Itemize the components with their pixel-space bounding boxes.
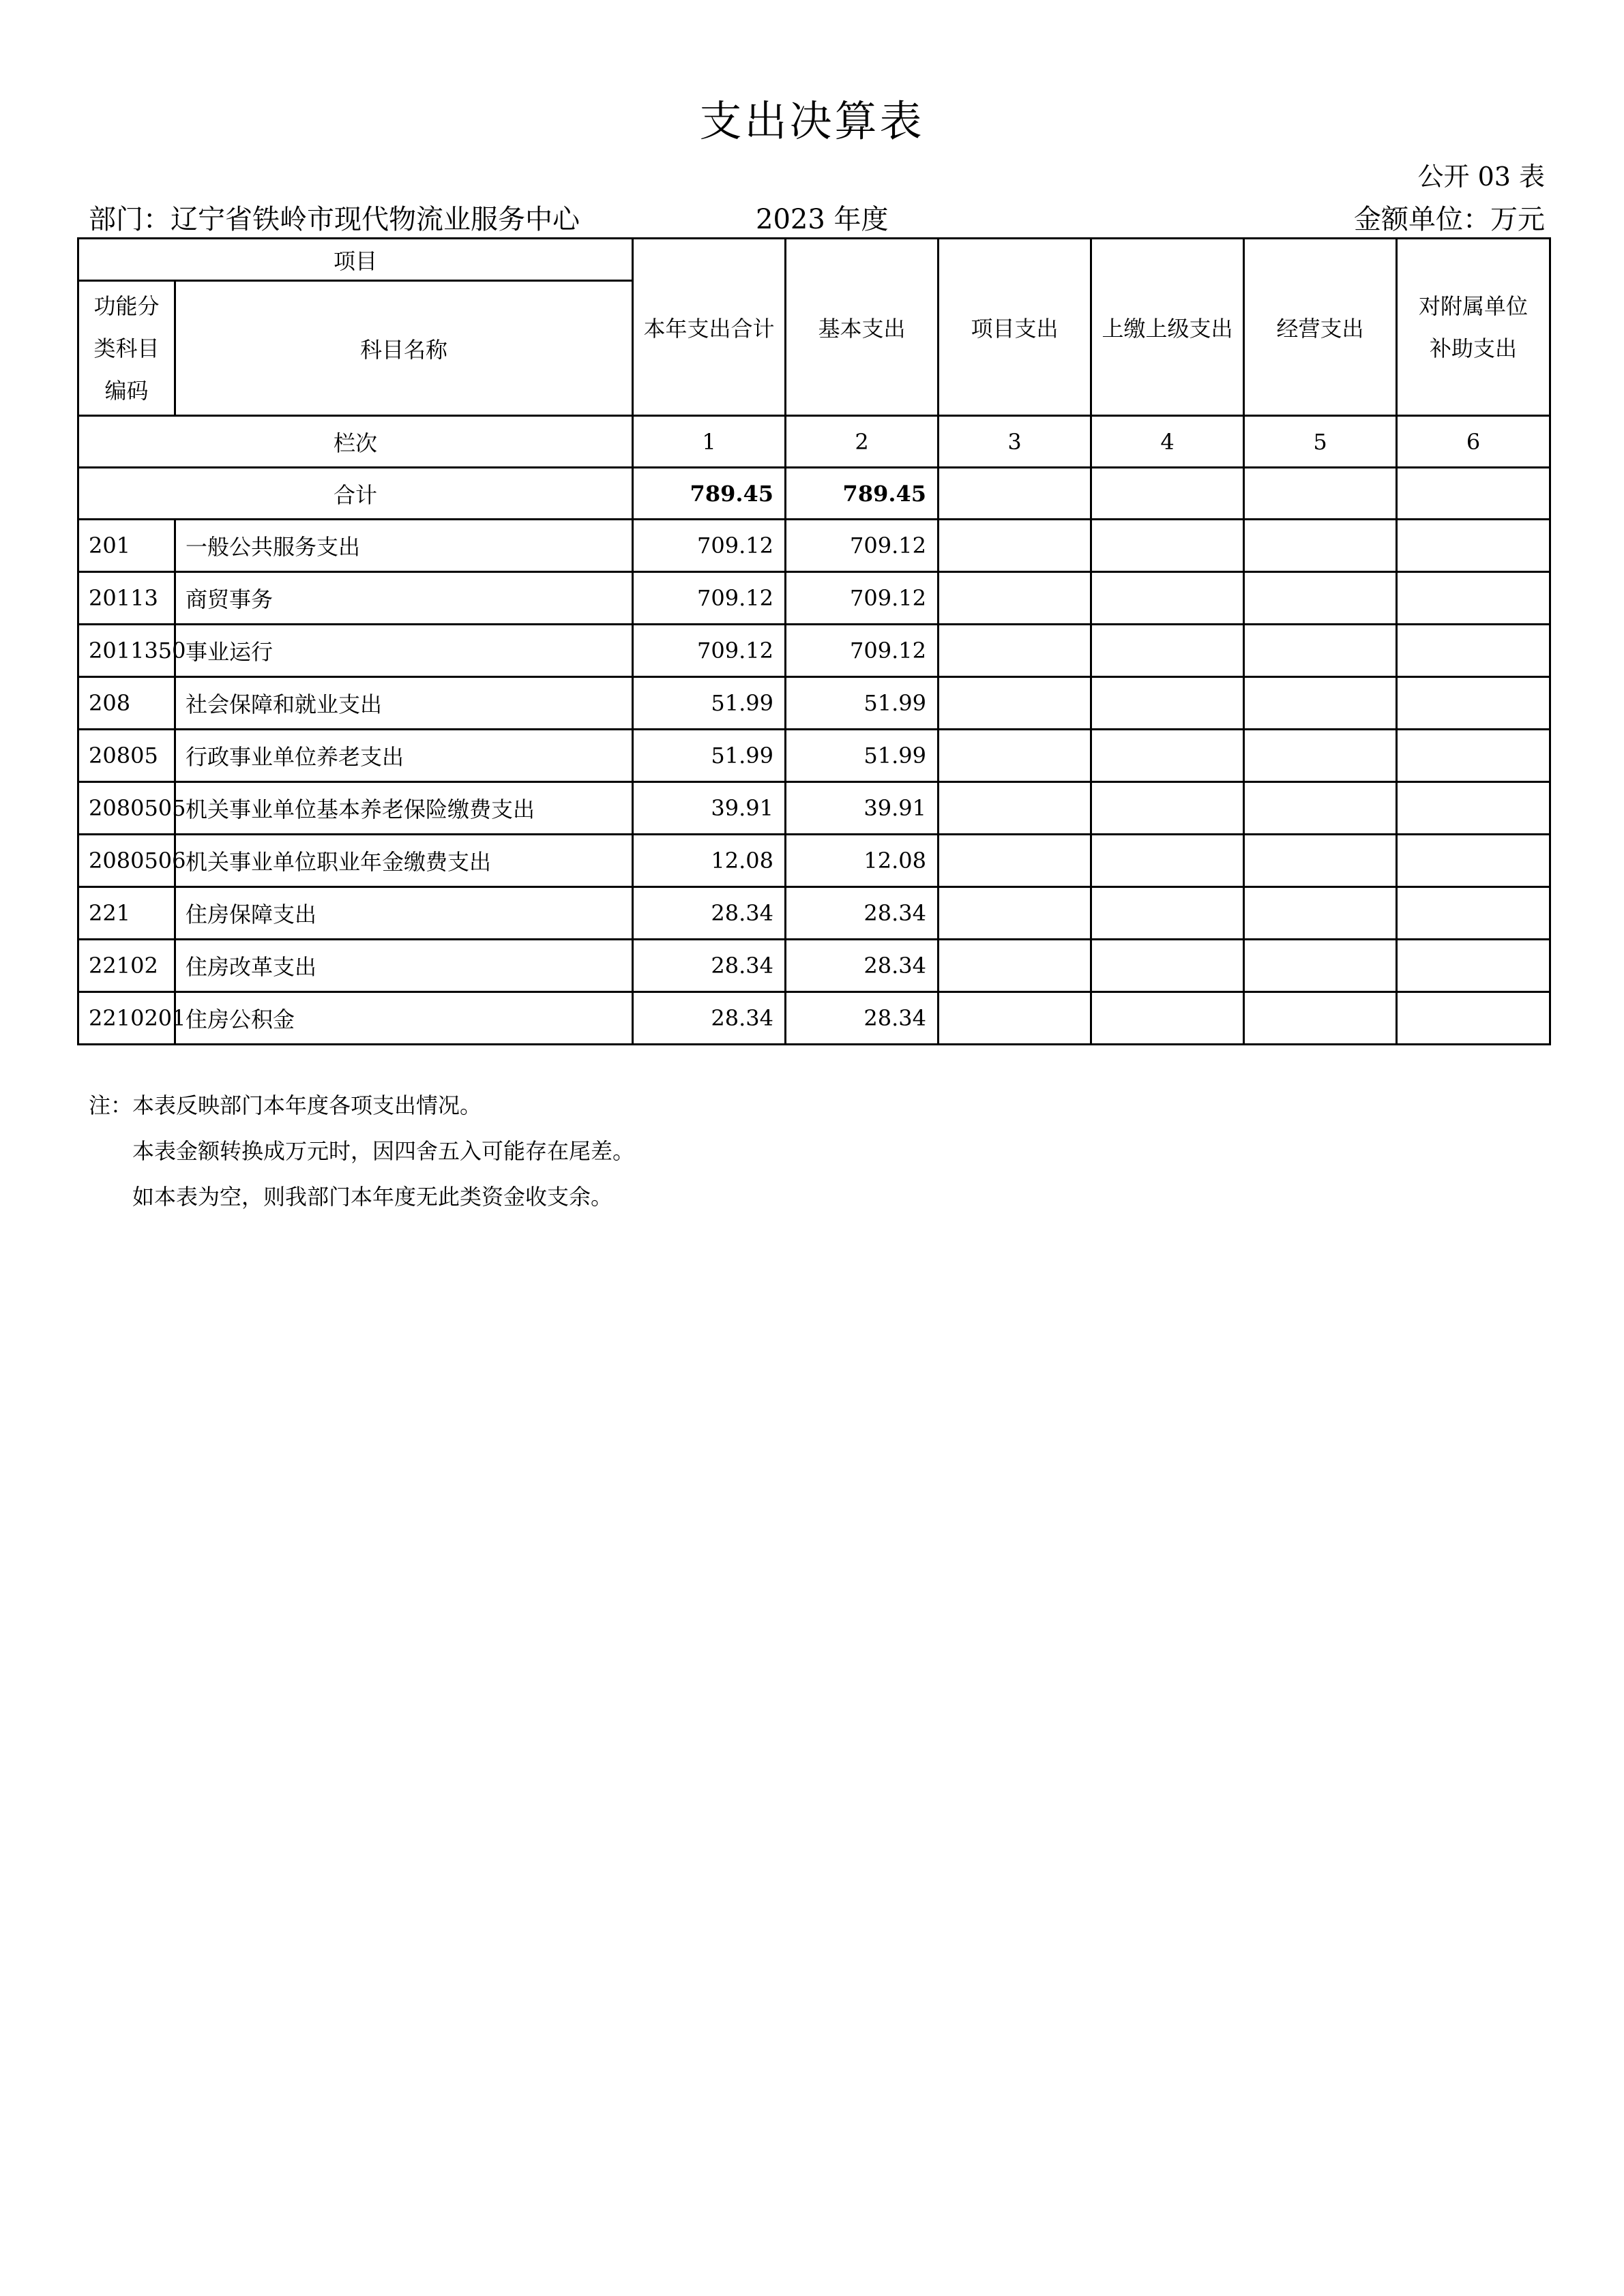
row-upper — [1091, 730, 1244, 782]
row-subsidy — [1397, 835, 1550, 887]
row-total: 28.34 — [633, 940, 786, 992]
table-row — [78, 677, 1550, 730]
row-name: 一般公共服务支出 — [175, 520, 633, 572]
row-upper — [1091, 782, 1244, 835]
header-name: 科目名称 — [175, 281, 633, 416]
row-upper — [1091, 992, 1244, 1045]
row-upper — [1091, 835, 1244, 887]
total-amount: 789.45 — [633, 468, 786, 520]
column-index-6: 6 — [1397, 416, 1550, 468]
row-code: 20805 — [78, 730, 175, 782]
row-code: 20113 — [78, 572, 175, 625]
row-subsidy — [1397, 730, 1550, 782]
row-business — [1244, 782, 1397, 835]
row-business — [1244, 677, 1397, 730]
row-subsidy — [1397, 782, 1550, 835]
note-line: 如本表为空，则我部门本年度无此类资金收支余。 — [132, 1184, 613, 1210]
row-upper — [1091, 520, 1244, 572]
column-index-1: 1 — [633, 416, 786, 468]
row-total: 12.08 — [633, 835, 786, 887]
fiscal-year: 2023 年度 — [756, 204, 889, 235]
header-code: 功能分类科目编码 — [78, 281, 175, 416]
column-index-5: 5 — [1244, 416, 1397, 468]
row-basic: 28.34 — [786, 887, 939, 940]
row-subsidy — [1397, 677, 1550, 730]
row-basic: 709.12 — [786, 625, 939, 677]
row-upper — [1091, 625, 1244, 677]
row-code: 221 — [78, 887, 175, 940]
column-index-row — [78, 416, 1550, 468]
amount-unit: 金额单位：万元 — [1354, 204, 1545, 235]
row-basic: 28.34 — [786, 992, 939, 1045]
table-body — [78, 520, 1550, 1045]
expenditure-table — [77, 237, 1551, 1045]
row-code: 22102 — [78, 940, 175, 992]
table-row — [78, 625, 1550, 677]
row-total: 51.99 — [633, 677, 786, 730]
row-name: 住房保障支出 — [175, 887, 633, 940]
note-line: 本表金额转换成万元时，因四舍五入可能存在尾差。 — [132, 1138, 635, 1164]
row-upper — [1091, 572, 1244, 625]
row-name: 机关事业单位职业年金缴费支出 — [175, 835, 633, 887]
row-subsidy — [1397, 520, 1550, 572]
row-project — [939, 992, 1091, 1045]
row-project — [939, 835, 1091, 887]
row-name: 事业运行 — [175, 625, 633, 677]
notes — [89, 1083, 634, 1220]
row-business — [1244, 940, 1397, 992]
row-total: 28.34 — [633, 992, 786, 1045]
row-code: 2210201 — [78, 992, 175, 1045]
row-name: 社会保障和就业支出 — [175, 677, 633, 730]
header-item: 项目 — [78, 239, 633, 281]
note-line: 注：本表反映部门本年度各项支出情况。 — [89, 1092, 482, 1118]
table-row — [78, 730, 1550, 782]
row-upper — [1091, 940, 1244, 992]
row-name: 住房改革支出 — [175, 940, 633, 992]
row-subsidy — [1397, 572, 1550, 625]
row-business — [1244, 835, 1397, 887]
row-total: 39.91 — [633, 782, 786, 835]
total-row — [78, 468, 1550, 520]
column-index-2: 2 — [786, 416, 939, 468]
row-code: 2011350 — [78, 625, 175, 677]
total-business — [1244, 468, 1397, 520]
row-code: 2080506 — [78, 835, 175, 887]
row-name: 商贸事务 — [175, 572, 633, 625]
row-business — [1244, 520, 1397, 572]
column-index-4: 4 — [1091, 416, 1244, 468]
total-project — [939, 468, 1091, 520]
row-total: 709.12 — [633, 520, 786, 572]
row-business — [1244, 625, 1397, 677]
row-total: 51.99 — [633, 730, 786, 782]
row-upper — [1091, 887, 1244, 940]
table-row — [78, 940, 1550, 992]
row-subsidy — [1397, 625, 1550, 677]
row-business — [1244, 992, 1397, 1045]
row-upper — [1091, 677, 1244, 730]
header-business: 经营支出 — [1244, 239, 1397, 416]
row-name: 住房公积金 — [175, 992, 633, 1045]
row-basic: 39.91 — [786, 782, 939, 835]
row-subsidy — [1397, 940, 1550, 992]
row-basic: 28.34 — [786, 940, 939, 992]
row-name: 机关事业单位基本养老保险缴费支出 — [175, 782, 633, 835]
header-total: 本年支出合计 — [633, 239, 786, 416]
row-basic: 709.12 — [786, 572, 939, 625]
row-project — [939, 730, 1091, 782]
row-subsidy — [1397, 992, 1550, 1045]
row-business — [1244, 730, 1397, 782]
row-project — [939, 677, 1091, 730]
column-index-label: 栏次 — [78, 416, 633, 468]
header-upper: 上缴上级支出 — [1091, 239, 1244, 416]
total-label: 合计 — [78, 468, 633, 520]
total-basic: 789.45 — [786, 468, 939, 520]
table-row — [78, 992, 1550, 1045]
header-row-item — [78, 239, 1550, 281]
row-project — [939, 572, 1091, 625]
row-code: 2080505 — [78, 782, 175, 835]
row-total: 28.34 — [633, 887, 786, 940]
table-row — [78, 782, 1550, 835]
row-project — [939, 520, 1091, 572]
table-row — [78, 887, 1550, 940]
row-project — [939, 782, 1091, 835]
row-business — [1244, 572, 1397, 625]
row-basic: 12.08 — [786, 835, 939, 887]
table-row — [78, 520, 1550, 572]
column-index-3: 3 — [939, 416, 1091, 468]
row-project — [939, 940, 1091, 992]
total-upper — [1091, 468, 1244, 520]
header-project: 项目支出 — [939, 239, 1091, 416]
row-basic: 51.99 — [786, 730, 939, 782]
row-total: 709.12 — [633, 625, 786, 677]
row-subsidy — [1397, 887, 1550, 940]
row-code: 208 — [78, 677, 175, 730]
department-label: 部门：辽宁省铁岭市现代物流业服务中心 — [89, 204, 580, 235]
page-title: 支出决算表 — [699, 96, 925, 146]
row-basic: 709.12 — [786, 520, 939, 572]
row-project — [939, 625, 1091, 677]
row-total: 709.12 — [633, 572, 786, 625]
table-row — [78, 572, 1550, 625]
row-business — [1244, 887, 1397, 940]
form-number: 公开 03 表 — [1417, 162, 1545, 192]
header-basic: 基本支出 — [786, 239, 939, 416]
row-name: 行政事业单位养老支出 — [175, 730, 633, 782]
row-project — [939, 887, 1091, 940]
row-code: 201 — [78, 520, 175, 572]
row-basic: 51.99 — [786, 677, 939, 730]
table-row — [78, 835, 1550, 887]
total-subsidy — [1397, 468, 1550, 520]
header-subsidy: 对附属单位补助支出 — [1397, 239, 1550, 416]
